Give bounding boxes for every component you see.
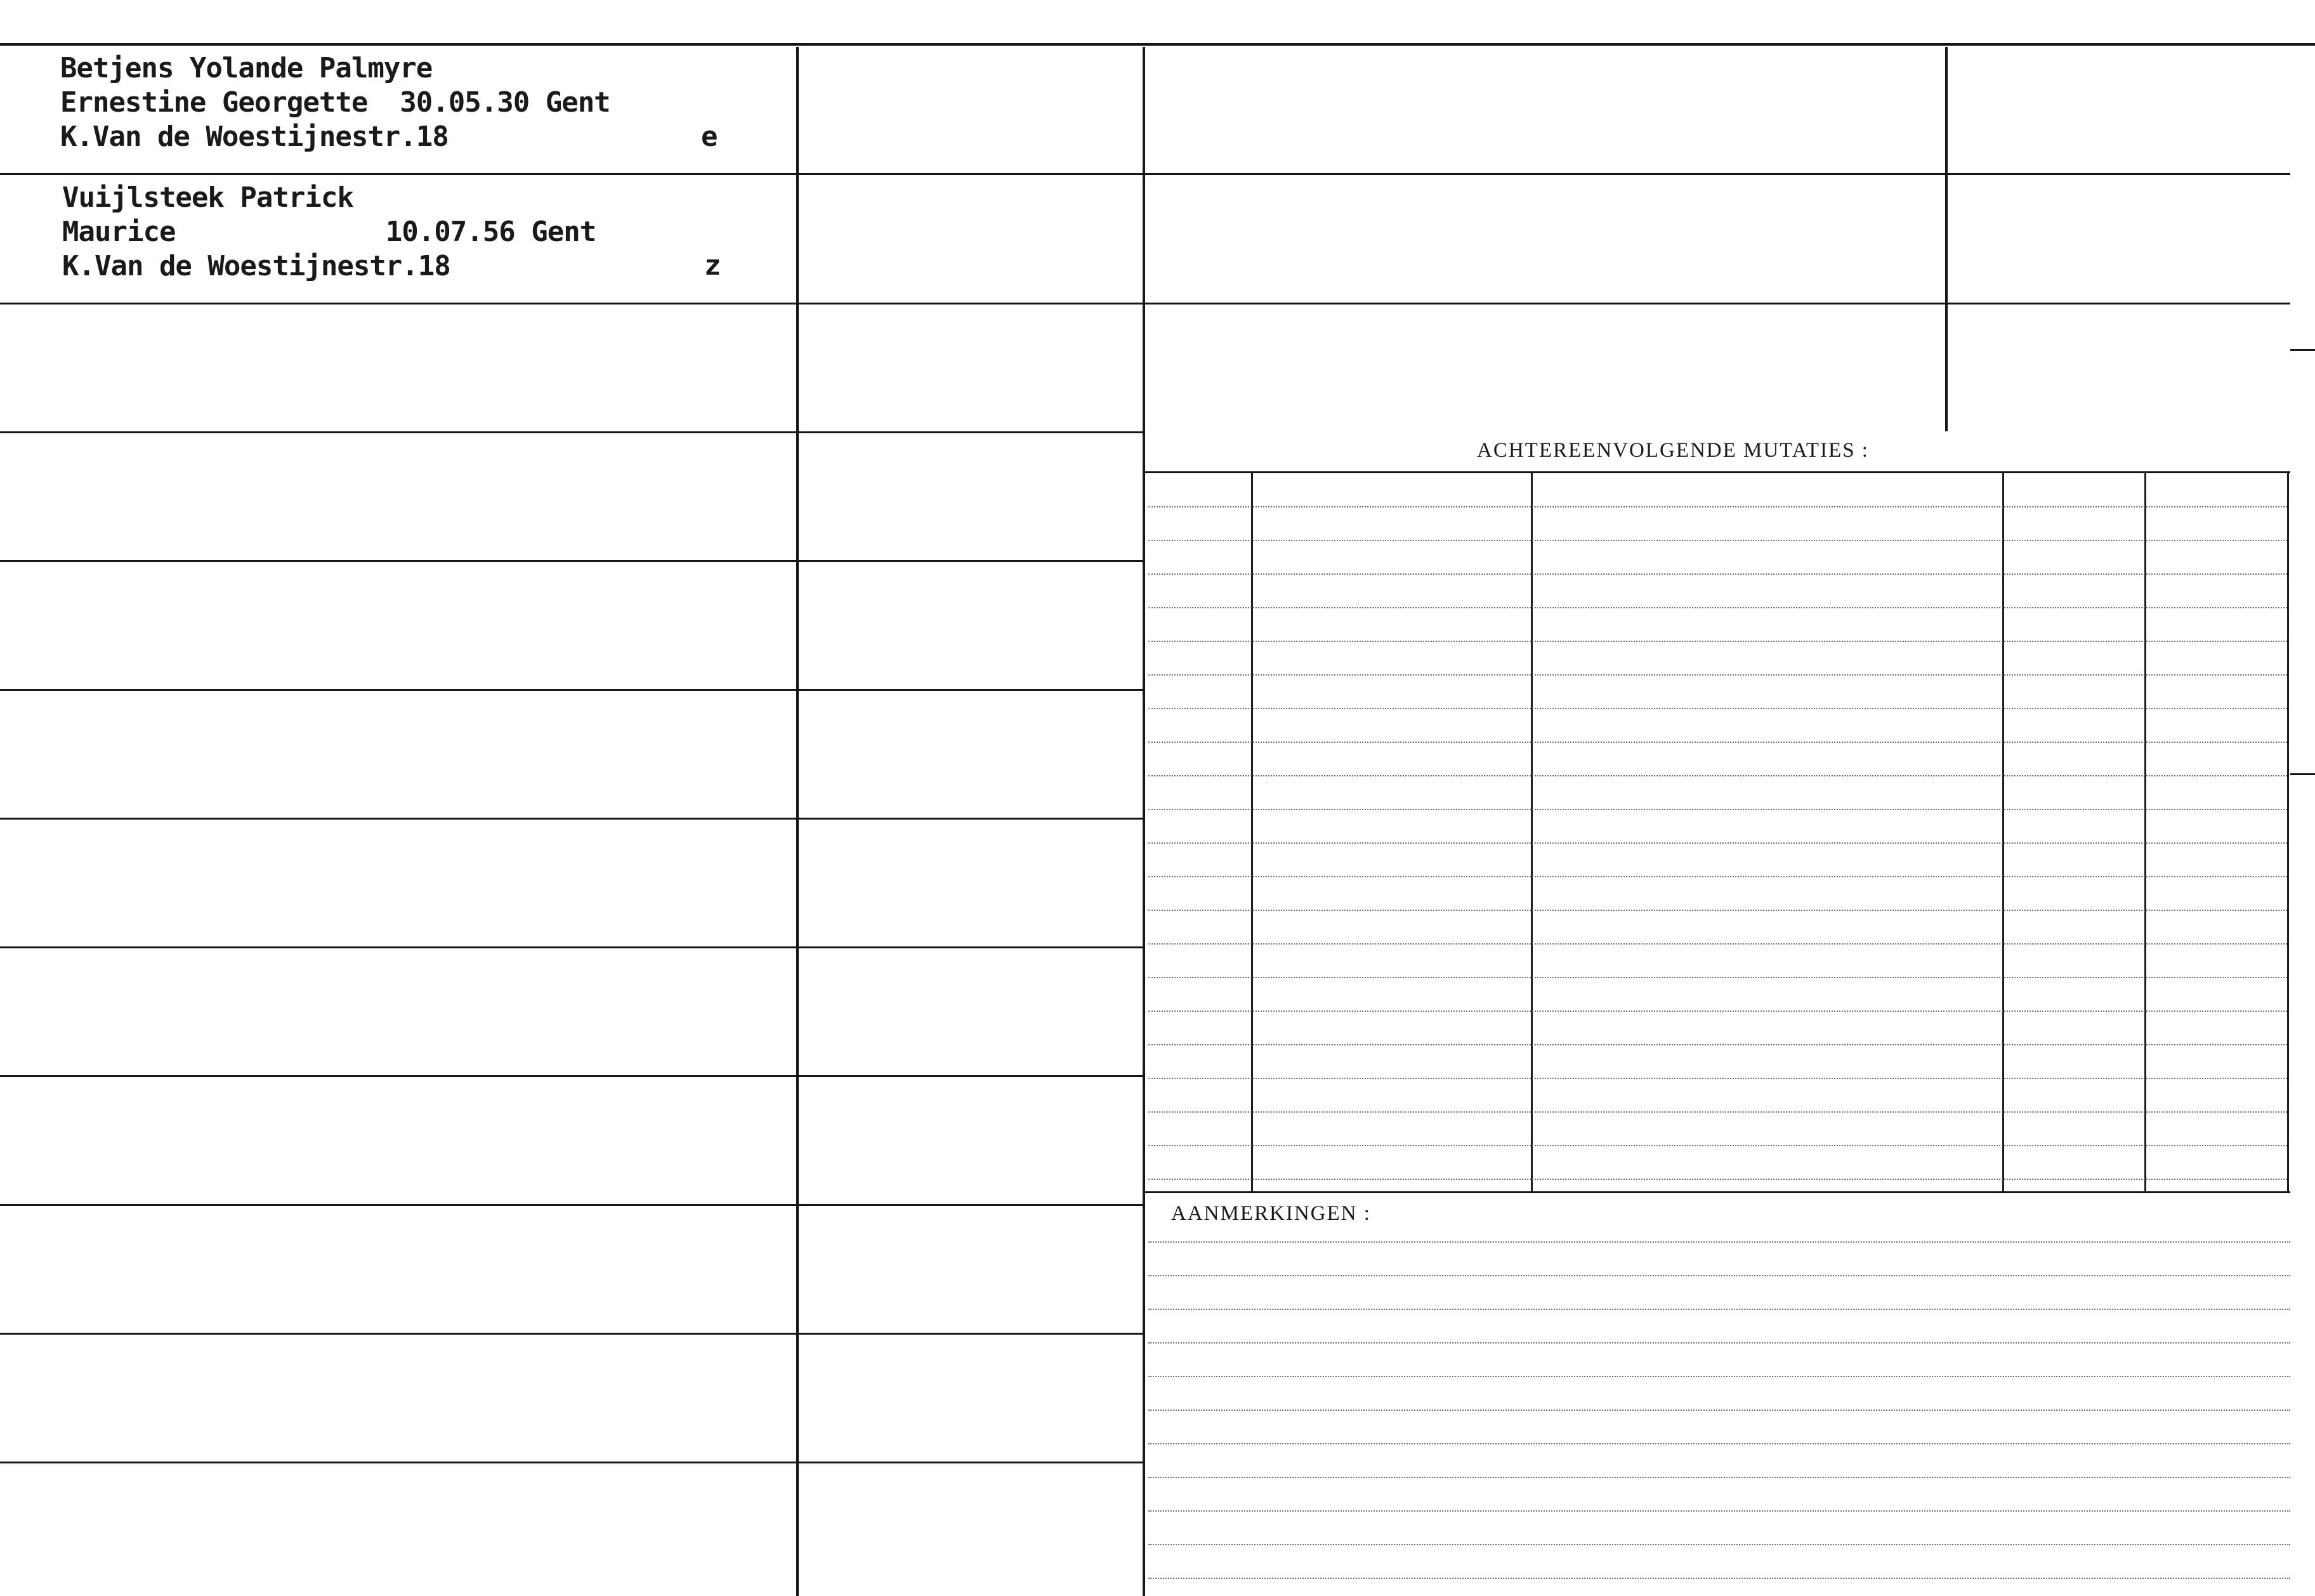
mutations-ruled-line (1148, 842, 2287, 844)
mutations-ruled-line (1148, 708, 2287, 709)
row-line (0, 689, 1143, 691)
remarks-ruled-line (1148, 1241, 2290, 1243)
mutations-ruled-line (1148, 1078, 2287, 1079)
margin-tick (2290, 349, 2315, 351)
record-status-mark: e (701, 121, 718, 153)
register-column-divider (796, 47, 799, 1596)
remarks-ruled-line (1148, 1342, 2290, 1344)
remarks-ruled-line (1148, 1376, 2290, 1377)
record-name-line: Vuijlsteek Patrick (62, 181, 353, 214)
row-line (0, 431, 1143, 433)
mutations-ruled-line (1148, 1011, 2287, 1012)
mutations-table-top (1145, 471, 2290, 473)
mutations-column-divider (1251, 473, 1253, 1193)
remarks-ruled-line (1148, 1275, 2290, 1276)
register-mutations-divider (1143, 47, 1145, 1596)
mutations-ruled-line (1148, 977, 2287, 978)
record-status-mark: z (704, 249, 721, 282)
mutations-ruled-line (1148, 1111, 2287, 1113)
row-line (0, 1075, 1143, 1077)
mutations-ruled-line (1148, 876, 2287, 877)
upper-right-row-line (1145, 173, 2290, 175)
mutations-ruled-line (1148, 943, 2287, 945)
remarks-ruled-line (1148, 1309, 2290, 1310)
record-address: K.Van de Woestijnestr.18 (62, 250, 450, 282)
remarks-ruled-line (1148, 1477, 2290, 1478)
upper-right-divider (1945, 47, 1948, 431)
record-given-names-birth: Maurice 10.07.56 Gent (62, 216, 596, 248)
mutations-column-divider (2287, 473, 2289, 1193)
mutations-table-bottom (1145, 1191, 2290, 1193)
record-name-line: Betjens Yolande Palmyre (60, 52, 433, 84)
remarks-ruled-line (1148, 1510, 2290, 1512)
remarks-ruled-line (1148, 1443, 2290, 1444)
mutations-ruled-line (1148, 775, 2287, 776)
remarks-ruled-line (1148, 1544, 2290, 1545)
remarks-ruled-line (1148, 1578, 2290, 1579)
row-line (0, 1462, 1143, 1463)
row-line (0, 303, 1143, 304)
row-line (0, 1333, 1143, 1335)
mutations-ruled-line (1148, 1179, 2287, 1180)
upper-right-row-line (1145, 303, 2290, 304)
row-line (0, 1204, 1143, 1206)
row-line (0, 818, 1143, 820)
top-border-line (0, 43, 2315, 46)
mutations-heading: ACHTEREENVOLGENDE MUTATIES : (1477, 439, 1869, 462)
margin-tick (2290, 773, 2315, 775)
mutations-ruled-line (1148, 506, 2287, 507)
mutations-column-divider (2002, 473, 2004, 1193)
remarks-ruled-line (1148, 1410, 2290, 1411)
mutations-ruled-line (1148, 674, 2287, 676)
mutations-ruled-line (1148, 641, 2287, 642)
mutations-ruled-line (1148, 742, 2287, 743)
mutations-ruled-line (1148, 910, 2287, 911)
mutations-ruled-line (1148, 607, 2287, 608)
remarks-heading: AANMERKINGEN : (1171, 1202, 1371, 1225)
record-address: K.Van de Woestijnestr.18 (60, 121, 449, 153)
row-line (0, 946, 1143, 948)
row-line (0, 560, 1143, 562)
mutations-ruled-line (1148, 573, 2287, 575)
mutations-ruled-line (1148, 540, 2287, 541)
record-given-names-birth: Ernestine Georgette 30.05.30 Gent (60, 86, 610, 119)
mutations-column-divider (2144, 473, 2146, 1193)
mutations-ruled-line (1148, 1044, 2287, 1045)
row-line (0, 173, 1143, 175)
mutations-ruled-line (1148, 1145, 2287, 1146)
mutations-ruled-line (1148, 809, 2287, 810)
mutations-column-divider (1531, 473, 1533, 1193)
